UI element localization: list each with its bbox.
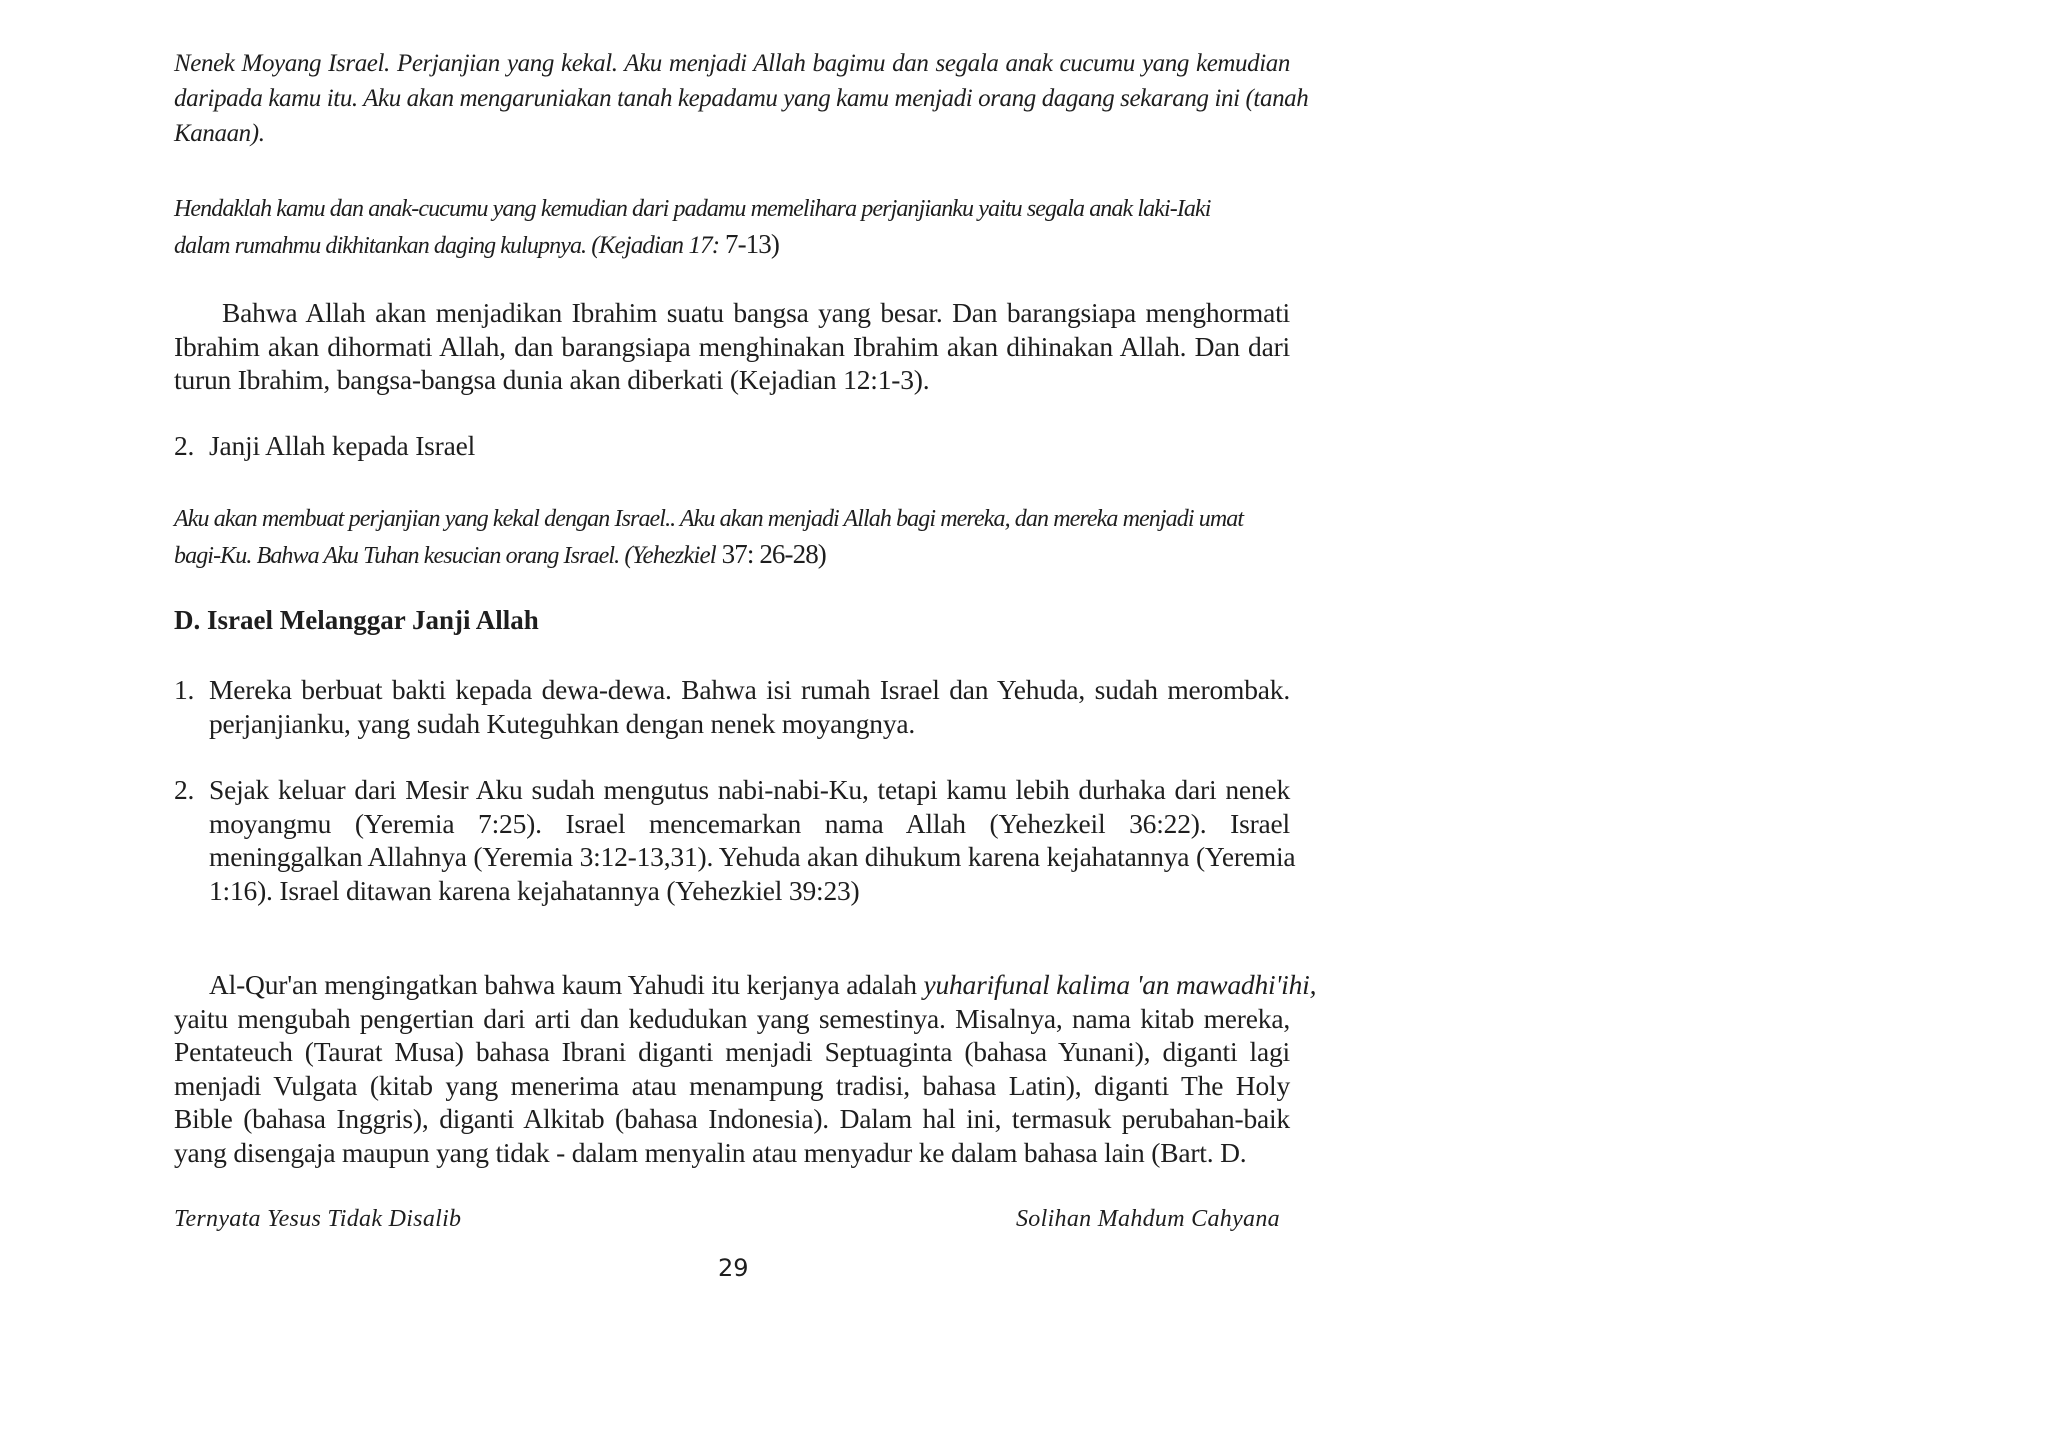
quote-line: Nenek Moyang Israel. Perjanjian yang kekal. Aku menjadi Allah bagimu dan segala anak cucumu yang kemudian	[174, 50, 1290, 77]
footer-author: Solihan Mahdum Cahyana	[1016, 1206, 1280, 1232]
subheading-janji-israel	[174, 429, 1290, 463]
scripture-quote-circumcision	[174, 192, 1290, 264]
paragraph-line: yang disengaja maupun yang tidak - dalam menyalin atau menyadur ke dalam bahasa lain (Bart. D.	[174, 1136, 1247, 1168]
list-item-line: Mereka berbuat bakti kepada dewa-dewa. Bahwa isi rumah Israel dan Yehuda, sudah merombak.	[209, 674, 1290, 705]
quote-line-text: dalam rumahmu dikhitankan daging kulupnya.	[174, 233, 587, 259]
list-item-line: meninggalkan Allahnya (Yeremia 3:12-13,31). Yehuda akan dihukum karena kejahatannya (Yeremia	[209, 841, 1296, 872]
paragraph-line: Bible (bahasa Inggris), diganti Alkitab (bahasa Indonesia). Dalam hal ini, termasuk perubahan-baik	[174, 1103, 1290, 1134]
paragraph-line: turun Ibrahim, bangsa-bangsa dunia akan diberkati (Kejadian 12:1-3).	[174, 364, 930, 395]
reference-verse: 7-13)	[719, 229, 779, 259]
quote-line: Kanaan).	[174, 120, 265, 147]
list-item-line: moyangmu (Yeremia 7:25). Israel mencemarkan nama Allah (Yehezkeil 36:22). Israel	[209, 807, 1290, 839]
paragraph-line: yaitu mengubah pengertian dari arti dan kedudukan yang semestinya. Misalnya, nama kitab mereka,	[174, 1002, 1290, 1034]
list-item-line: Sejak keluar dari Mesir Aku sudah mengutus nabi-nabi-Ku, tetapi kamu lebih durhaka dari nenek	[209, 774, 1290, 805]
scripture-quote-covenant	[174, 46, 1309, 151]
section-heading: D. Israel Melanggar Janji Allah	[174, 605, 539, 635]
list-item-line: 1:16). Israel ditawan karena kejahatannya (Yehezkiel 39:23)	[209, 874, 860, 906]
list-item	[174, 673, 1290, 740]
arabic-phrase: yuharifunal kalima 'an mawadhi'ihi,	[923, 969, 1317, 1000]
paragraph-line-text: Al-Qur'an mengingatkan bahwa kaum Yahudi itu kerjanya adalah	[209, 969, 924, 1000]
scripture-reference	[624, 539, 826, 569]
quote-line-text: bagi-Ku. Bahwa Aku Tuhan kesucian orang Israel.	[174, 543, 620, 569]
quote-line: daripada kamu itu. Aku akan mengaruniakan tanah kepadamu yang kamu menjadi orang dagang sekarang ini (tanah	[174, 85, 1309, 112]
paragraph-line: Ibrahim akan dihormati Allah, dan barangsiapa menghinakan Ibrahim akan dihinakan Allah. Dan dari	[174, 330, 1290, 362]
list-item-line: perjanjianku, yang sudah Kuteguhkan dengan nenek moyangnya.	[209, 707, 916, 739]
quote-line	[174, 227, 1290, 264]
list-item-number: 1.	[174, 674, 195, 705]
scripture-quote-israel	[174, 502, 1290, 574]
paragraph-line: menjadi Vulgata (kitab yang menerima atau menampung tradisi, bahasa Latin), diganti The Holy	[174, 1069, 1290, 1101]
list-item-number: 2.	[174, 774, 195, 805]
subheading-text: Janji Allah kepada Israel	[209, 430, 476, 461]
quote-line: Hendaklah kamu dan anak-cucumu yang kemudian dari padamu memelihara perjanjianku yaitu segala anak laki-Iaki	[174, 196, 1211, 222]
list-item-content	[209, 773, 1296, 907]
paragraph-ibrahim	[174, 296, 1290, 397]
paragraph-line: Bahwa Allah akan menjadikan Ibrahim suatu bangsa yang besar. Dan barangsiapa menghormati	[222, 297, 1290, 328]
paragraph-line: Pentateuch (Taurat Musa) bahasa Ibrani diganti menjadi Septuaginta (bahasa Yunani), diganti lagi	[174, 1036, 1290, 1067]
reference-book: (Yehezkiel	[624, 542, 716, 569]
paragraph-alquran	[174, 968, 1317, 1169]
quote-line	[174, 537, 1290, 574]
page-number: 29	[718, 1254, 749, 1282]
list-item	[174, 773, 1296, 907]
reference-book: (Kejadian 17:	[591, 232, 720, 259]
footer-book-title: Ternyata Yesus Tidak Disalib	[174, 1206, 462, 1232]
subheading-number: 2.	[174, 430, 195, 461]
paragraph-line	[174, 968, 1317, 1002]
list-item-content	[209, 673, 1290, 740]
reference-verse: 37: 26-28)	[715, 539, 826, 569]
quote-line: Aku akan membuat perjanjian yang kekal dengan Israel.. Aku akan menjadi Allah bagi mereka, dan mereka menjadi umat	[174, 506, 1244, 532]
scripture-reference	[591, 229, 779, 259]
